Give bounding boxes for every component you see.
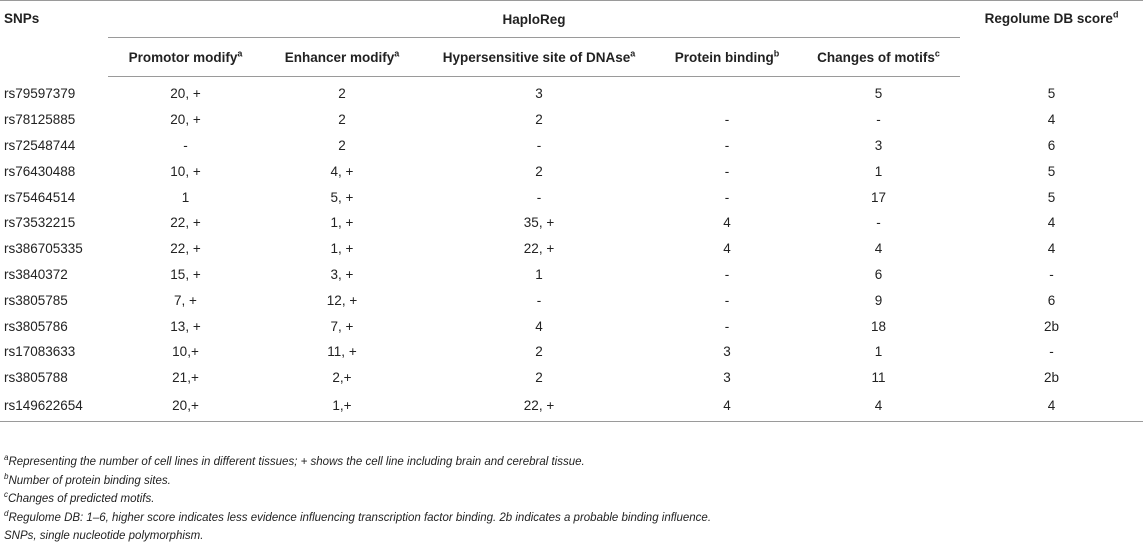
- table-cell: 12, +: [326, 292, 358, 308]
- table-cell: 22, +: [523, 241, 555, 257]
- footnote: SNPs, single nucleotide polymorphism.: [4, 530, 204, 543]
- table-cell: 5: [1047, 163, 1056, 179]
- table-cell: 17: [871, 189, 887, 205]
- table-cell: 2: [338, 112, 346, 128]
- table-cell: 7, +: [330, 318, 354, 334]
- table-row: [0, 158, 1143, 184]
- table-cell: 22, +: [421, 391, 657, 422]
- table-cell: 2b: [1044, 318, 1060, 334]
- subheader-cell: Protein binding$^b$: [657, 38, 797, 77]
- table-cell: 1: [535, 266, 543, 282]
- snp-id-cell: rs149622654: [0, 391, 108, 422]
- table-cell: -: [1049, 266, 1054, 282]
- footnote: $^c$Changes of predicted motifs.: [4, 490, 155, 506]
- table-cell: 2: [338, 137, 346, 153]
- table-cell: 2: [535, 163, 543, 179]
- table-cell: -: [724, 292, 730, 308]
- snp-id-cell: rs3805785: [4, 292, 68, 308]
- table-cell: -: [536, 189, 542, 205]
- table-row: [0, 107, 1143, 133]
- table-row: [0, 184, 1143, 210]
- table-cell: -: [724, 266, 730, 282]
- table-cell: 1,+: [263, 391, 421, 422]
- table-cell: 4: [723, 215, 731, 231]
- table-cell: 1: [874, 344, 883, 360]
- table-cell: 21,+: [172, 370, 199, 386]
- table-cell: 4: [723, 241, 731, 257]
- table-cell: 9: [874, 292, 883, 308]
- snp-id-cell: rs17083633: [4, 344, 76, 360]
- table-cell: -: [724, 163, 730, 179]
- table-cell: 4: [960, 391, 1143, 422]
- table-cell: 10,+: [172, 344, 199, 360]
- table-cell: 3: [874, 137, 883, 153]
- table-cell: 1, +: [330, 241, 354, 257]
- table-row: [0, 313, 1143, 339]
- footnotes: [4, 453, 711, 546]
- table-cell: 2: [535, 344, 543, 360]
- table-cell: 6: [1047, 292, 1056, 308]
- table-cell: -: [876, 215, 881, 231]
- table-cell: -: [724, 112, 730, 128]
- table-cell: 2,+: [332, 370, 352, 386]
- table-cell: 4: [874, 241, 883, 257]
- table-cell: 20, +: [170, 86, 201, 102]
- table-row: [0, 77, 1143, 107]
- subheader-cell: Changes of motifs$^c$: [797, 38, 960, 77]
- table-cell: -: [724, 318, 730, 334]
- snp-id-cell: rs72548744: [4, 137, 76, 153]
- table-cell: 3: [723, 370, 731, 386]
- table-row: [0, 339, 1143, 365]
- table-cell: 4: [1047, 112, 1056, 128]
- table-cell: 3: [723, 344, 731, 360]
- table-cell: [657, 77, 797, 107]
- header-snps: SNPs: [4, 11, 40, 26]
- table-cell: 5: [874, 86, 883, 102]
- table-cell: 6: [874, 266, 883, 282]
- table-cell: 20, +: [170, 112, 201, 128]
- snp-id-cell: rs76430488: [4, 163, 76, 179]
- table-cell: 2: [338, 86, 346, 102]
- footnote: $^a$Representing the number of cell lines in different tissues; + shows the cell line including brain and cerebral tissue.: [4, 453, 585, 468]
- snp-id-cell: rs3805786: [4, 318, 68, 334]
- table-cell: 5, +: [330, 189, 354, 205]
- table-row: [0, 391, 1143, 422]
- snp-id-cell: rs75464514: [4, 189, 76, 205]
- table-cell: 2b: [1044, 370, 1060, 386]
- snp-id-cell: rs3840372: [4, 266, 68, 282]
- table-cell: 4: [797, 391, 960, 422]
- subheader-cell: Promotor modify$^a$: [108, 38, 263, 77]
- snp-id-cell: rs386705335: [4, 241, 83, 257]
- table-cell: 4: [657, 391, 797, 422]
- table-row: [0, 236, 1143, 262]
- table-cell: 2: [535, 112, 543, 128]
- table-cell: 3: [535, 86, 543, 102]
- snp-id-cell: rs3805788: [4, 370, 68, 386]
- table-cell: 13, +: [170, 318, 201, 334]
- table-cell: 6: [1047, 137, 1056, 153]
- snp-id-cell: rs73532215: [4, 215, 76, 231]
- table-cell: 1: [181, 189, 190, 205]
- table-cell: -: [724, 137, 730, 153]
- table-cell: 1: [874, 163, 883, 179]
- table-cell: -: [536, 137, 542, 153]
- footnote: $^b$Number of protein binding sites.: [4, 471, 171, 487]
- table-cell: 4: [535, 318, 543, 334]
- table-cell: 10, +: [170, 163, 201, 179]
- table-cell: 35, +: [523, 215, 555, 231]
- table-cell: -: [724, 189, 730, 205]
- table-row: [0, 133, 1143, 159]
- table-cell: -: [876, 112, 881, 128]
- table-cell: -: [183, 137, 188, 153]
- table-cell: 1, +: [330, 215, 354, 231]
- header-regulome: Regolume DB score$^d$: [984, 9, 1119, 26]
- subheader-cell: Hypersensitive site of DNAse$^a$: [421, 38, 657, 77]
- table-row: [0, 365, 1143, 391]
- table-cell: -: [1049, 344, 1054, 360]
- footnote: $^d$Regulome DB: 1–6, higher score indicates less evidence influencing transcription factor binding. 2b indicates a probable binding influence.: [4, 508, 712, 524]
- table-cell: 2: [535, 370, 543, 386]
- table-cell: 7, +: [174, 292, 197, 308]
- table-cell: 22, +: [170, 241, 201, 257]
- snp-id-cell: rs79597379: [4, 86, 76, 102]
- table-cell: 18: [871, 318, 887, 334]
- table-cell: 5: [1047, 189, 1056, 205]
- table-cell: 11, +: [327, 344, 357, 360]
- table-cell: 3, +: [330, 266, 354, 282]
- snp-id-cell: rs78125885: [4, 112, 76, 128]
- table-cell: -: [536, 292, 542, 308]
- table-cell: 4: [1047, 241, 1056, 257]
- table-cell: 15, +: [170, 266, 201, 282]
- table-cell: 11: [871, 370, 886, 386]
- table-cell: 5: [1047, 86, 1056, 102]
- header-haploreg: HaploReg: [108, 1, 960, 38]
- table-cell: 22, +: [170, 215, 201, 231]
- table-row: [0, 210, 1143, 236]
- table-cell: 20,+: [108, 391, 263, 422]
- table-row: [0, 262, 1143, 288]
- subheader-cell: Enhancer modify$^a$: [263, 38, 421, 77]
- table-row: [0, 287, 1143, 313]
- table-cell: 4: [1047, 215, 1056, 231]
- table-cell: 4, +: [330, 163, 354, 179]
